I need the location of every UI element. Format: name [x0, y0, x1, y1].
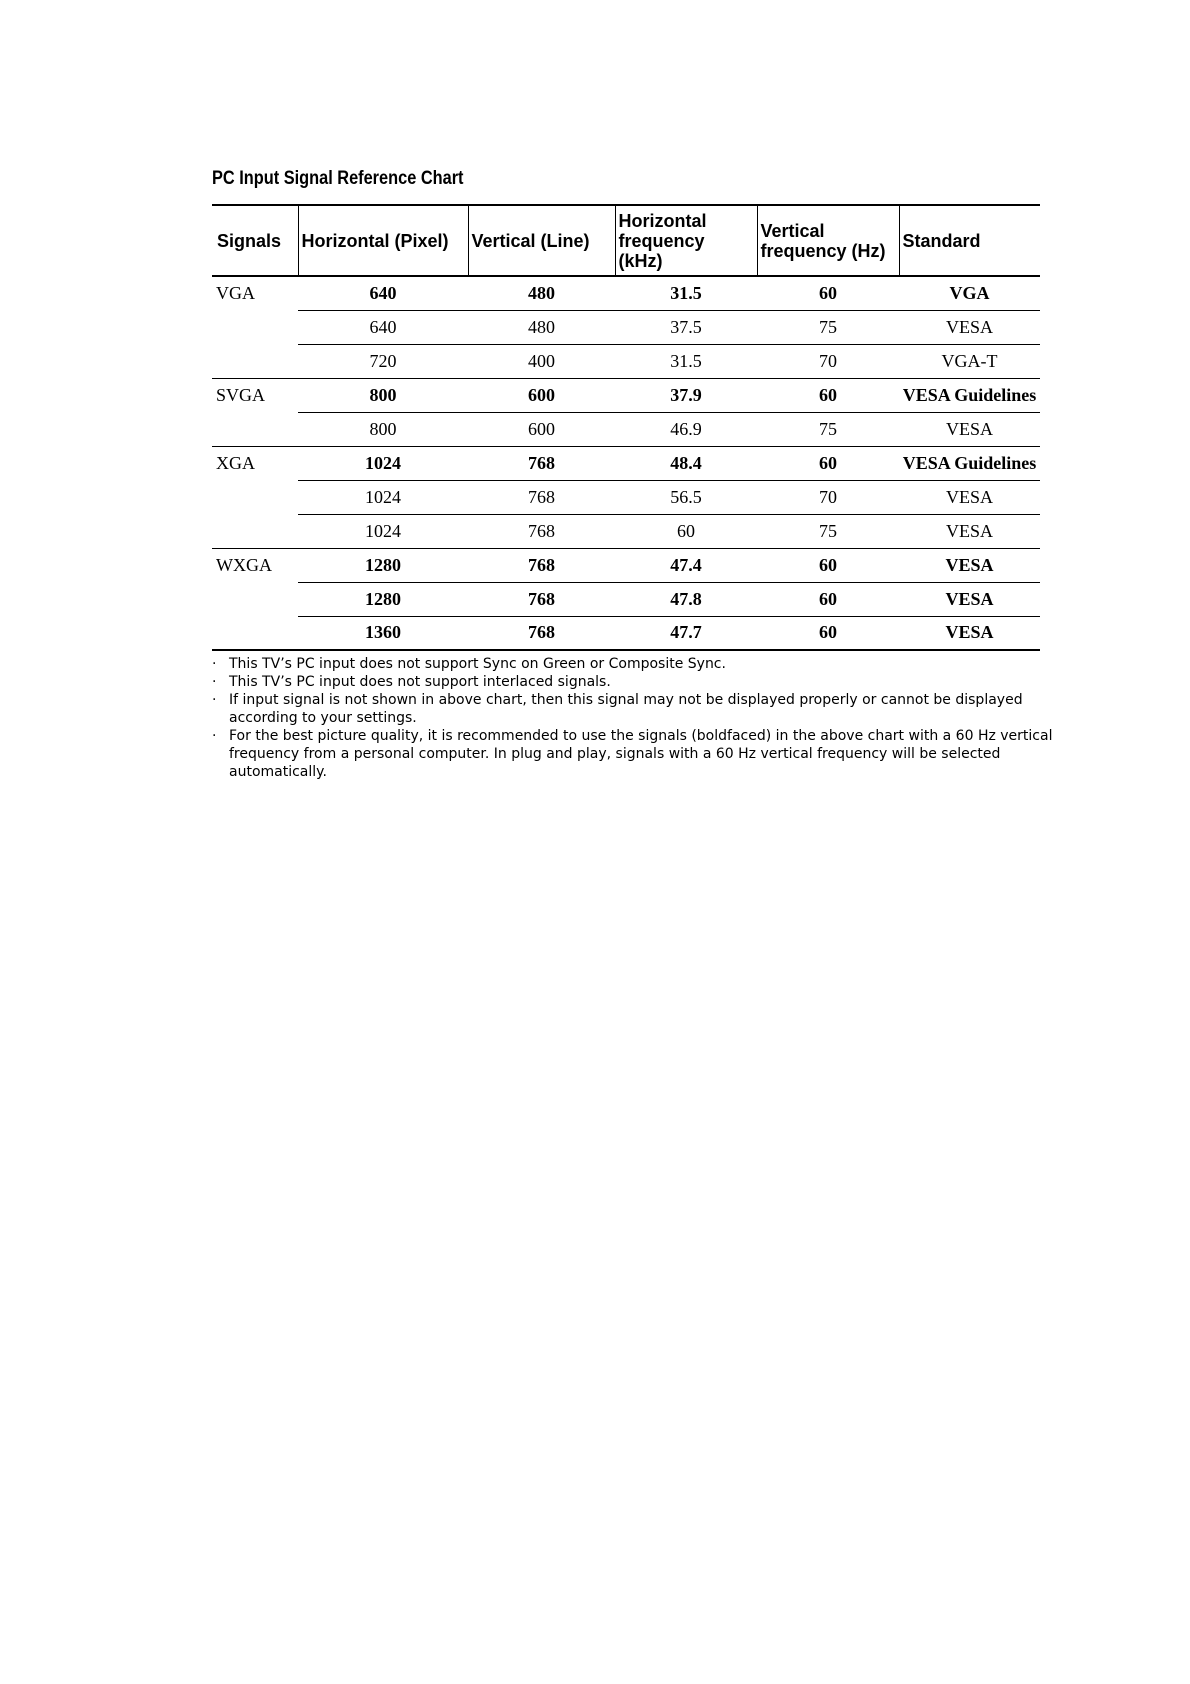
vertical-line-cell: 768	[468, 480, 615, 514]
horizontal-frequency-cell: 60	[615, 514, 757, 548]
standard-cell: VESA	[899, 582, 1040, 616]
table-row	[212, 378, 1040, 412]
signal-reference-table	[212, 204, 1040, 651]
header-vertical-line: Vertical (Line)	[468, 205, 615, 276]
note-text: For the best picture quality, it is recommended to use the signals (boldfaced) in the above chart with a 60 Hz vertical frequency from a personal computer. In plug and play, signals with a 60 Hz vertical frequency will be selected automatically.	[229, 728, 1053, 780]
bullet-icon: ·	[212, 728, 217, 744]
vertical-frequency-cell: 75	[757, 310, 899, 344]
horizontal-pixel-cell: 640	[298, 310, 468, 344]
note-item	[212, 655, 1072, 673]
bullet-icon: ·	[212, 692, 217, 708]
table-row	[212, 548, 1040, 582]
horizontal-pixel-cell: 1280	[298, 582, 468, 616]
horizontal-pixel-cell: 800	[298, 378, 468, 412]
vertical-frequency-cell: 70	[757, 480, 899, 514]
standard-cell: VESA Guidelines	[899, 446, 1040, 480]
table-row	[212, 344, 1040, 378]
standard-cell: VGA	[899, 276, 1040, 310]
signal-cell	[212, 514, 298, 548]
horizontal-pixel-cell: 1360	[298, 616, 468, 650]
standard-cell: VGA-T	[899, 344, 1040, 378]
vertical-line-cell: 600	[468, 412, 615, 446]
table-row	[212, 276, 1040, 310]
horizontal-frequency-cell: 47.7	[615, 616, 757, 650]
horizontal-frequency-cell: 47.4	[615, 548, 757, 582]
signal-cell	[212, 310, 298, 344]
vertical-frequency-cell: 60	[757, 616, 899, 650]
standard-cell: VESA	[899, 616, 1040, 650]
vertical-line-cell: 600	[468, 378, 615, 412]
note-item	[212, 727, 1072, 781]
signal-cell: VGA	[216, 283, 255, 303]
vertical-frequency-cell: 60	[757, 378, 899, 412]
signal-cell: SVGA	[216, 384, 266, 405]
horizontal-pixel-cell: 800	[298, 412, 468, 446]
vertical-frequency-cell: 60	[757, 548, 899, 582]
horizontal-frequency-cell: 37.9	[615, 378, 757, 412]
signal-cell	[212, 480, 298, 514]
standard-cell: VESA Guidelines	[899, 378, 1040, 412]
vertical-line-cell: 400	[468, 344, 615, 378]
vertical-frequency-cell: 70	[757, 344, 899, 378]
horizontal-frequency-cell: 31.5	[615, 276, 757, 310]
table-row	[212, 582, 1040, 616]
header-horizontal-frequency: Horizontal frequency (kHz)	[615, 205, 757, 276]
table-row	[212, 616, 1040, 650]
horizontal-frequency-cell: 47.8	[615, 582, 757, 616]
vertical-line-cell: 480	[468, 310, 615, 344]
note-text: This TV’s PC input does not support interlaced signals.	[229, 674, 611, 690]
vertical-frequency-cell: 60	[757, 582, 899, 616]
horizontal-frequency-cell: 56.5	[615, 480, 757, 514]
vertical-line-cell: 768	[468, 446, 615, 480]
signal-cell	[212, 582, 298, 616]
vertical-line-cell: 768	[468, 582, 615, 616]
table-row	[212, 480, 1040, 514]
vertical-frequency-cell: 75	[757, 412, 899, 446]
vertical-line-cell: 480	[468, 276, 615, 310]
vertical-line-cell: 768	[468, 514, 615, 548]
standard-cell: VESA	[899, 310, 1040, 344]
chart-title: PC Input Signal Reference Chart	[212, 168, 464, 189]
header-vertical-frequency: Vertical frequency (Hz)	[757, 205, 899, 276]
horizontal-pixel-cell: 1024	[298, 446, 468, 480]
horizontal-frequency-cell: 48.4	[615, 446, 757, 480]
horizontal-pixel-cell: 720	[298, 344, 468, 378]
note-text: If input signal is not shown in above chart, then this signal may not be displayed properly or cannot be displayed according to your settings.	[229, 692, 1023, 726]
note-text: This TV’s PC input does not support Sync on Green or Composite Sync.	[229, 656, 726, 672]
table-row	[212, 310, 1040, 344]
vertical-frequency-cell: 60	[757, 446, 899, 480]
vertical-line-cell: 768	[468, 548, 615, 582]
horizontal-frequency-cell: 31.5	[615, 344, 757, 378]
horizontal-pixel-cell: 1024	[298, 514, 468, 548]
standard-cell: VESA	[899, 548, 1040, 582]
header-horizontal-pixel: Horizontal (Pixel)	[298, 205, 468, 276]
header-signals: Signals	[212, 205, 298, 276]
horizontal-pixel-cell: 640	[298, 276, 468, 310]
standard-cell: VESA	[899, 480, 1040, 514]
standard-cell: VESA	[899, 412, 1040, 446]
table-row	[212, 446, 1040, 480]
note-item	[212, 691, 1072, 727]
signal-cell: XGA	[216, 452, 255, 473]
signal-cell	[212, 344, 298, 378]
vertical-frequency-cell: 60	[757, 276, 899, 310]
signal-cell	[212, 412, 298, 446]
vertical-line-cell: 768	[468, 616, 615, 650]
header-standard: Standard	[899, 205, 1040, 276]
horizontal-pixel-cell: 1280	[298, 548, 468, 582]
standard-cell: VESA	[899, 514, 1040, 548]
signal-cell	[212, 616, 298, 650]
vertical-frequency-cell: 75	[757, 514, 899, 548]
bullet-icon: ·	[212, 674, 217, 690]
horizontal-frequency-cell: 37.5	[615, 310, 757, 344]
horizontal-frequency-cell: 46.9	[615, 412, 757, 446]
table-row	[212, 412, 1040, 446]
bullet-icon: ·	[212, 656, 217, 672]
note-item	[212, 673, 1072, 691]
notes-list	[212, 655, 1072, 781]
table-row	[212, 514, 1040, 548]
horizontal-pixel-cell: 1024	[298, 480, 468, 514]
signal-cell: WXGA	[216, 554, 272, 575]
table-header-row	[212, 205, 1040, 276]
